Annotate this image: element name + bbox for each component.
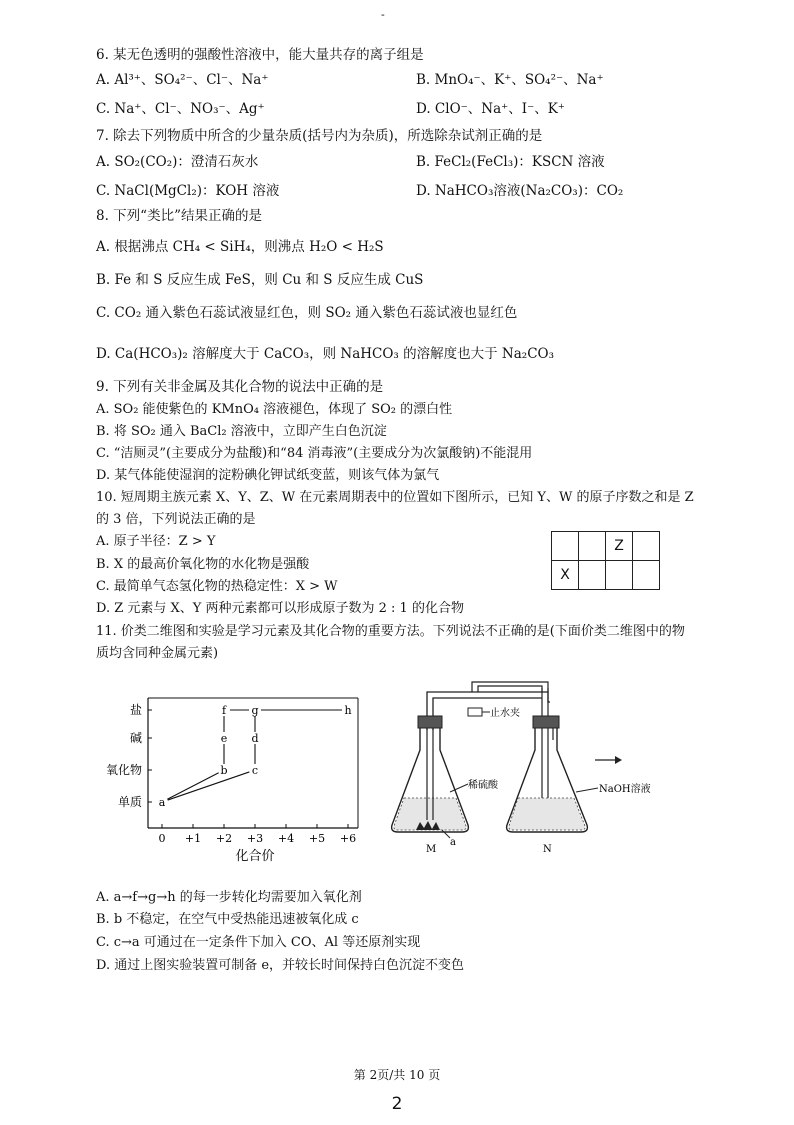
periodic-table-fragment <box>551 531 660 590</box>
q11-stem-line1: 11. 价类二维图和实验是学习元素及其化合物的重要方法。下列说法不正确的是(下面价类二维图中的物 <box>96 624 685 639</box>
q10-option-d[interactable]: D. Z 元素与 X、Y 两种元素都可以形成原子数为 2 : 1 的化合物 <box>96 601 464 616</box>
valence-class-chart <box>100 690 380 875</box>
bridge-tube <box>472 682 548 692</box>
periodic-cell <box>552 532 579 561</box>
q11-option-d[interactable]: D. 通过上图实验装置可制备 e，并较长时间保持白色沉淀不变色 <box>96 958 465 973</box>
q7-option-a[interactable]: A. SO₂(CO₂)：澄清石灰水 <box>96 154 259 170</box>
q10-option-a[interactable]: A. 原子半径：Z > Y <box>96 534 216 549</box>
long-tube-n <box>542 688 548 810</box>
q6-option-b[interactable]: B. MnO₄⁻、K⁺、SO₄²⁻、Na⁺ <box>416 72 604 88</box>
q8-option-b[interactable]: B. Fe 和 S 反应生成 FeS，则 Cu 和 S 反应生成 CuS <box>96 272 424 288</box>
x-tick-label: +2 <box>215 832 233 845</box>
flask-m-label: M <box>426 844 437 855</box>
periodic-row <box>552 561 660 590</box>
periodic-cell <box>633 561 660 590</box>
x-tick-label: +1 <box>184 832 202 845</box>
x-tick-label: +6 <box>339 832 357 845</box>
q9-option-b[interactable]: B. 将 SO₂ 通入 BaCl₂ 溶液中，立即产生白色沉淀 <box>96 424 387 439</box>
y-category-label: 单质 <box>117 795 142 809</box>
periodic-cell <box>579 561 606 590</box>
q7-option-c[interactable]: C. NaCl(MgCl₂)：KOH 溶液 <box>96 183 280 199</box>
point-f: f <box>221 704 227 717</box>
q11-option-c[interactable]: C. c→a 可通过在一定条件下加入 CO、Al 等还原剂实现 <box>96 935 421 950</box>
naoh-pointer <box>576 788 598 792</box>
point-c: c <box>251 764 259 777</box>
q6-option-a[interactable]: A. Al³⁺、SO₄²⁻、Cl⁻、Na⁺ <box>96 72 269 88</box>
q9-option-a[interactable]: A. SO₂ 能使紫色的 KMnO₄ 溶液褪色，体现了 SO₂ 的漂白性 <box>96 402 453 417</box>
q7-option-d[interactable]: D. NaHCO₃溶液(Na₂CO₃)：CO₂ <box>416 183 624 199</box>
q7-option-b[interactable]: B. FeCl₂(FeCl₃)：KSCN 溶液 <box>416 154 605 170</box>
q6-stem: 6. 某无色透明的强酸性溶液中，能大量共存的离子组是 <box>96 47 424 63</box>
y-category-label: 盐 <box>129 703 142 717</box>
clamp-label: 止水夹 <box>490 708 520 719</box>
periodic-cell <box>579 532 606 561</box>
naoh-liquid-n <box>509 798 585 830</box>
flask-n-label: N <box>543 844 552 855</box>
q6-option-d[interactable]: D. ClO⁻、Na⁺、I⁻、K⁺ <box>416 101 565 117</box>
periodic-cell: X <box>552 561 579 590</box>
solid-pointer <box>442 830 450 838</box>
top-mark: - <box>381 8 385 21</box>
q9-stem: 9. 下列有关非金属及其化合物的说法中正确的是 <box>96 379 384 395</box>
stopper-n <box>533 716 559 728</box>
x-tick-label: +5 <box>308 832 326 845</box>
q8-option-c[interactable]: C. CO₂ 通入紫色石蕊试液显红色，则 SO₂ 通入紫色石蕊试液也显红色 <box>96 305 518 321</box>
x-axis-label: 化合价 <box>235 849 275 864</box>
q9-option-c[interactable]: C. “洁厕灵”(主要成分为盐酸)和“84 消毒液”(主要成分为次氯酸钠)不能混用 <box>96 446 533 461</box>
q11-option-a[interactable]: A. a→f→g→h 的每一步转化均需要加入氧化剂 <box>96 890 362 905</box>
point-h: h <box>344 704 352 717</box>
point-a: a <box>158 796 166 809</box>
q10-option-b[interactable]: B. X 的最高价氧化物的水化物是强酸 <box>96 557 310 572</box>
solid-label: a <box>450 837 456 848</box>
periodic-cell <box>633 532 660 561</box>
point-d: d <box>251 732 259 745</box>
transform-link <box>167 773 218 799</box>
acid-label: 稀硫酸 <box>468 780 498 791</box>
point-g: g <box>251 704 259 717</box>
delivery-tube-inner <box>433 698 542 730</box>
point-e: e <box>220 732 228 745</box>
apparatus-diagram <box>390 680 690 855</box>
q8-option-d[interactable]: D. Ca(HCO₃)₂ 溶解度大于 CaCO₃，则 NaHCO₃ 的溶解度也大于 Na₂CO₃ <box>96 346 554 362</box>
naoh-label: NaOH溶液 <box>599 784 651 795</box>
q9-option-d[interactable]: D. 某气体能使湿润的淀粉碘化钾试纸变蓝，则该气体为氯气 <box>96 468 440 483</box>
page-number: 2 <box>391 1094 403 1114</box>
periodic-cell: Z <box>606 532 633 561</box>
x-tick-label: +4 <box>277 832 295 845</box>
arrow-head-icon <box>615 756 622 764</box>
q7-stem: 7. 除去下列物质中所含的少量杂质(括号内为杂质)，所选除杂试剂正确的是 <box>96 128 543 144</box>
x-tick-label: 0 <box>158 832 166 845</box>
q8-option-a[interactable]: A. 根据沸点 CH₄ < SiH₄，则沸点 H₂O < H₂S <box>96 239 384 255</box>
page-footer: 第 2页/共 10 页 <box>353 1068 441 1082</box>
chart-layer <box>106 698 358 845</box>
q10-stem-line2: 的 3 倍，下列说法正确的是 <box>96 512 256 527</box>
y-category-label: 氧化物 <box>105 763 142 777</box>
y-category-label: 碱 <box>129 731 142 745</box>
q11-stem-line2: 质均含同种金属元素) <box>96 646 219 661</box>
q11-option-b[interactable]: B. b 不稳定，在空气中受热能迅速被氧化成 c <box>96 912 359 927</box>
q10-option-c[interactable]: C. 最简单气态氢化物的热稳定性：X > W <box>96 579 338 594</box>
periodic-row <box>552 532 660 561</box>
clamp-icon <box>468 708 482 716</box>
q6-option-c[interactable]: C. Na⁺、Cl⁻、NO₃⁻、Ag⁺ <box>96 101 265 117</box>
stopper-m <box>418 716 442 728</box>
point-b: b <box>220 764 228 777</box>
q10-stem-line1: 10. 短周期主族元素 X、Y、Z、W 在元素周期表中的位置如下图所示，已知 Y、W 的原子序数之和是 Z <box>96 490 694 505</box>
periodic-cell <box>606 561 633 590</box>
x-tick-label: +3 <box>246 832 264 845</box>
transform-link <box>168 772 250 800</box>
q8-stem: 8. 下列“类比”结果正确的是 <box>96 208 262 224</box>
